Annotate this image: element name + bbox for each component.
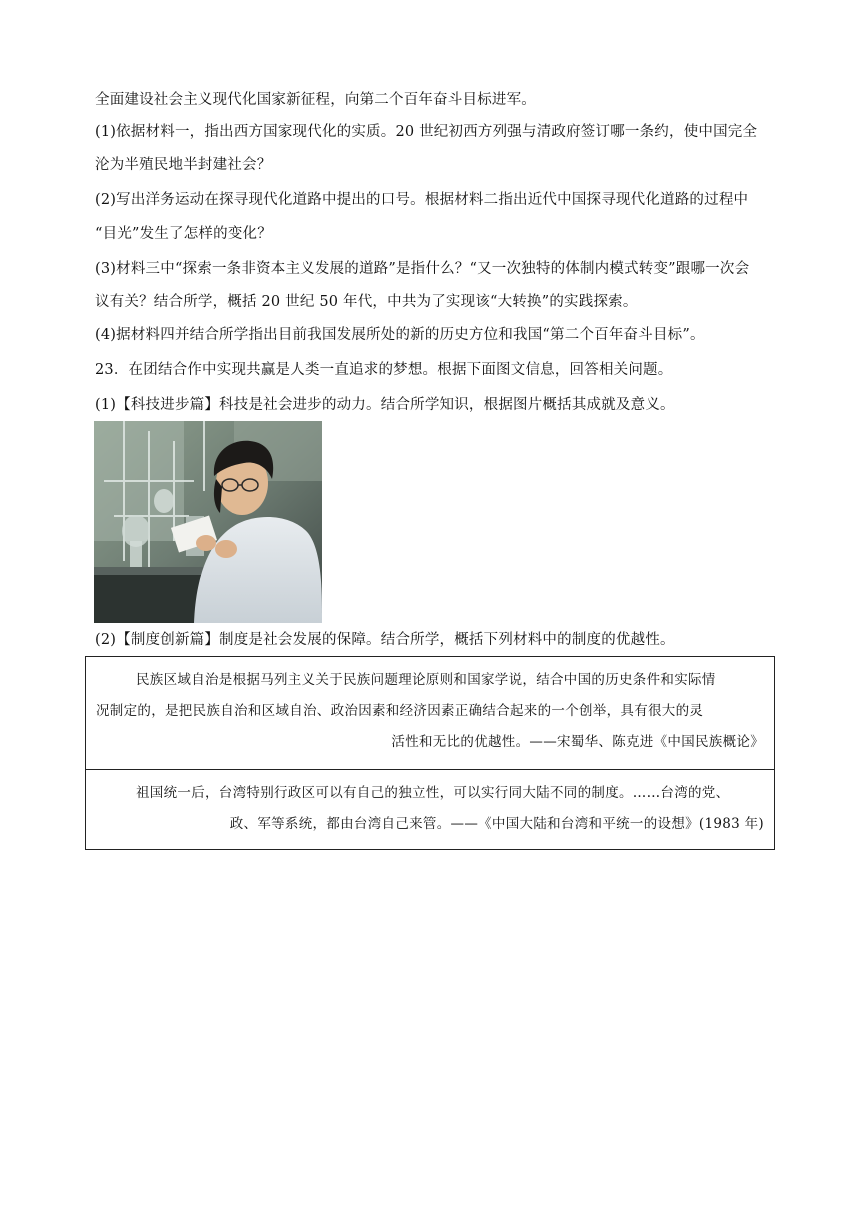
question-2-prompt: (2)【制度创新篇】制度是社会发展的保障。结合所学，概括下列材料中的制度的优越性。 [95,632,675,648]
text-line-5: “目光”发生了怎样的变化？ [95,226,272,242]
material-1-source-line: 活性和无比的优越性。——宋蜀华、陈克进《中国民族概论》 [391,734,764,750]
materials-table [85,656,775,850]
text-line-9: 23．在团结合作中实现共赢是人类一直追求的梦想。根据下面图文信息，回答相关问题。 [95,362,673,378]
material-2-line-1: 祖国统一后，台湾特别行政区可以有自己的独立性，可以实行同大陆不同的制度。……台湾的党、 [136,785,730,801]
text-line-8: (4)据材料四并结合所学指出目前我国发展所处的新的历史方位和我国“第二个百年奋斗目标”。 [95,327,705,343]
material-cell-2 [86,770,775,850]
text-line-6: (3)材料三中“探索一条非资本主义发展的道路”是指什么？“又一次独特的体制内模式转变”跟哪一次会 [95,261,750,277]
text-line-7: 议有关？结合所学，概括 20 世纪 50 年代，中共为了实现该“大转换”的实践探索。 [95,294,638,310]
material-1-line-1: 民族区域自治是根据马列主义关于民族问题理论原则和国家学说，结合中国的历史条件和实际情 [136,672,716,688]
material-2-source-line: 政、军等系统，都由台湾自己来管。——《中国大陆和台湾和平统一的设想》(1983 年) [229,816,764,832]
material-cell-1 [86,657,775,770]
material-row-2 [86,770,775,850]
text-line-10: (1)【科技进步篇】科技是社会进步的动力。结合所学知识，根据图片概括其成就及意义。 [95,397,675,413]
text-line-4: (2)写出洋务运动在探寻现代化道路中提出的口号。根据材料二指出近代中国探寻现代化道路的过程中 [95,192,749,208]
text-line-2: (1)依据材料一，指出西方国家现代化的实质。20 世纪初西方列强与清政府签订哪一条约，使中国完全 [95,124,758,140]
text-line-1: 全面建设社会主义现代化国家新征程，向第二个百年奋斗目标进军。 [95,92,536,108]
scientist-photo [94,421,322,623]
material-row-1 [86,657,775,770]
material-1-line-2: 况制定的，是把民族自治和区域自治、政治因素和经济因素正确结合起来的一个创举，具有很大的灵 [96,703,704,719]
text-line-3: 沦为半殖民地半封建社会？ [95,157,272,173]
